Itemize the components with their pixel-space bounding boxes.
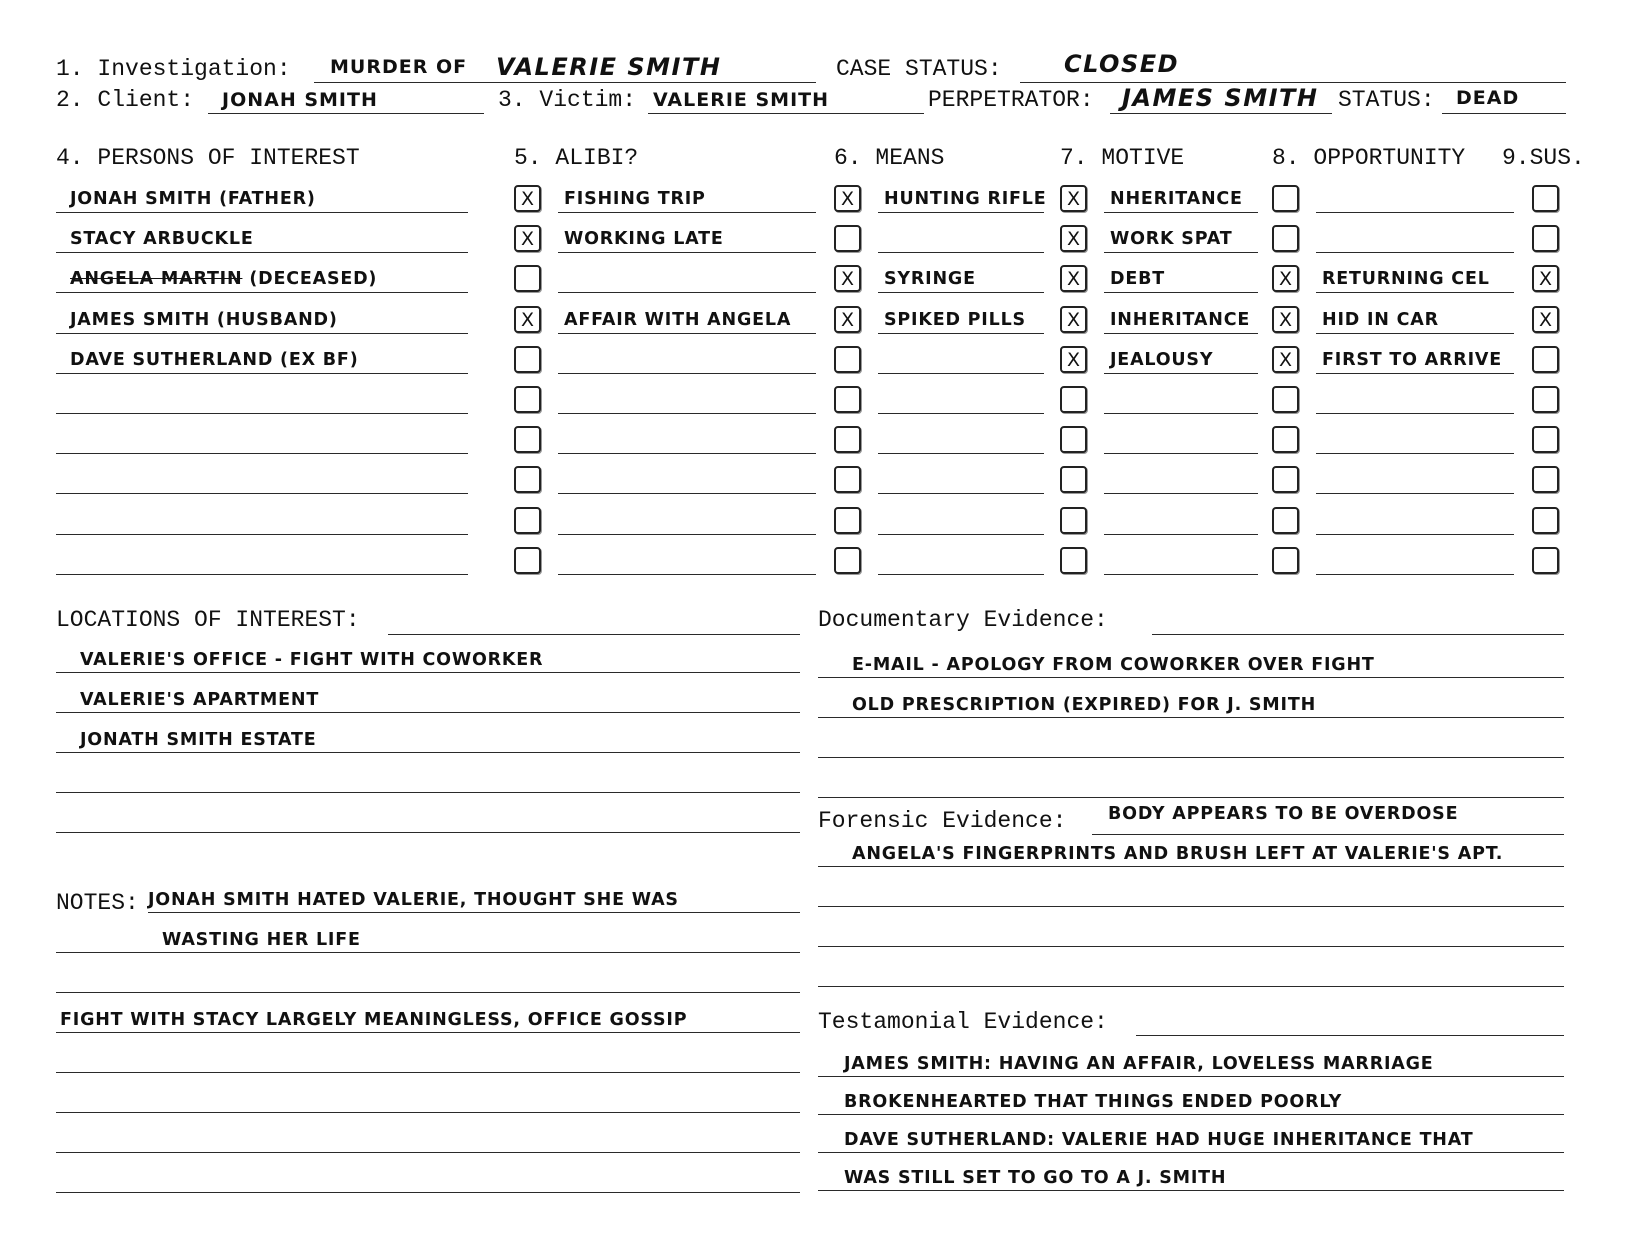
alibi-text[interactable]: WORKING LATE [564, 229, 724, 249]
documentary-line-underline [818, 757, 1564, 758]
alibi-underline [558, 493, 816, 494]
suspect-checkbox[interactable] [1532, 466, 1559, 493]
case-status-label: CASE STATUS: [836, 56, 1002, 82]
means-underline [878, 292, 1044, 293]
check-mark-icon: X [520, 228, 535, 250]
alibi-underline [558, 333, 816, 334]
notes-line-underline [56, 1032, 800, 1033]
location-line-underline [56, 712, 800, 713]
motive-underline [1104, 574, 1258, 575]
person-underline [56, 252, 468, 253]
testimonial-line-text[interactable]: WAS STILL SET TO GO TO A J. SMITH [844, 1168, 1227, 1188]
victim-value[interactable]: VALERIE SMITH [653, 89, 830, 111]
person-name-text: DAVE SUTHERLAND (EX BF) [70, 350, 359, 370]
alibi-checkbox[interactable] [514, 306, 541, 333]
notes-line-text[interactable]: WASTING HER LIFE [162, 930, 361, 950]
alibi-underline [558, 534, 816, 535]
means-underline [878, 493, 1044, 494]
perpetrator-underline [1110, 113, 1332, 114]
means-underline [878, 453, 1044, 454]
alibi-checkbox[interactable] [514, 225, 541, 252]
motive-checkbox[interactable] [1060, 386, 1087, 413]
check-mark-icon: X [1538, 268, 1553, 290]
check-mark-icon: X [1066, 188, 1081, 210]
opportunity-text[interactable]: HID IN CAR [1322, 310, 1439, 330]
alibi-checkbox[interactable] [514, 346, 541, 373]
motive-checkbox[interactable] [1060, 185, 1087, 212]
check-mark-icon: X [1278, 349, 1293, 371]
documentary-line-text[interactable]: OLD PRESCRIPTION (EXPIRED) FOR J. SMITH [852, 695, 1317, 715]
means-text[interactable]: HUNTING RIFLE [884, 189, 1047, 209]
forensic-inline-underline [1092, 834, 1564, 835]
means-underline [878, 252, 1044, 253]
means-checkbox[interactable] [834, 306, 861, 333]
client-value[interactable]: JONAH SMITH [222, 89, 378, 111]
person-underline [56, 574, 468, 575]
person-name[interactable] [70, 271, 377, 289]
motive-text[interactable]: WORK SPAT [1110, 229, 1233, 249]
check-mark-icon: X [520, 309, 535, 331]
person-underline [56, 413, 468, 414]
person-underline [56, 534, 468, 535]
opportunity-checkbox[interactable] [1272, 386, 1299, 413]
motive-checkbox[interactable] [1060, 507, 1087, 534]
col-header-persons: 4. PERSONS OF INTEREST [56, 145, 360, 171]
motive-text[interactable]: DEBT [1110, 269, 1165, 289]
documentary-label: Documentary Evidence: [818, 607, 1108, 633]
opportunity-underline [1316, 333, 1514, 334]
notes-line-underline [56, 952, 800, 953]
alibi-checkbox[interactable] [514, 547, 541, 574]
testimonial-line-underline [818, 1076, 1564, 1077]
person-underline [56, 212, 468, 213]
testimonial-label: Testamonial Evidence: [818, 1009, 1108, 1035]
motive-checkbox[interactable] [1060, 306, 1087, 333]
means-underline [878, 413, 1044, 414]
testimonial-line-underline [818, 1114, 1564, 1115]
notes-label: NOTES: [56, 890, 139, 916]
person-underline [56, 453, 468, 454]
motive-underline [1104, 212, 1258, 213]
opportunity-text[interactable]: RETURNING CEL [1322, 269, 1490, 289]
person-name-text: JONAH SMITH (FATHER) [70, 189, 316, 209]
check-mark-icon: X [1066, 228, 1081, 250]
means-checkbox[interactable] [834, 265, 861, 292]
check-mark-icon: X [840, 268, 855, 290]
documentary-line-text[interactable]: E-MAIL - APOLOGY FROM COWORKER OVER FIGHT [852, 655, 1375, 675]
opportunity-underline [1316, 574, 1514, 575]
alibi-underline [558, 212, 816, 213]
notes-line-underline [56, 1072, 800, 1073]
person-underline [56, 493, 468, 494]
col-header-opportunity: 8. OPPORTUNITY [1272, 145, 1466, 171]
person-name[interactable] [70, 231, 254, 249]
alibi-checkbox[interactable] [514, 507, 541, 534]
means-checkbox[interactable] [834, 225, 861, 252]
location-line-underline [56, 672, 800, 673]
means-checkbox[interactable] [834, 547, 861, 574]
person-underline [56, 373, 468, 374]
client-label: 2. Client: [56, 87, 195, 113]
opportunity-underline [1316, 292, 1514, 293]
alibi-checkbox[interactable] [514, 466, 541, 493]
col-header-means: 6. MEANS [834, 145, 945, 171]
motive-underline [1104, 534, 1258, 535]
opportunity-underline [1316, 212, 1514, 213]
motive-underline [1104, 252, 1258, 253]
check-mark-icon: X [1278, 309, 1293, 331]
documentary-line-underline [818, 717, 1564, 718]
motive-text[interactable]: INHERITANCE [1110, 310, 1251, 330]
alibi-underline [558, 373, 816, 374]
alibi-checkbox[interactable] [514, 386, 541, 413]
investigation-label: 1. Investigation: [56, 56, 291, 82]
notes-line-underline [56, 992, 800, 993]
person-name[interactable] [70, 191, 316, 209]
alibi-underline [558, 292, 816, 293]
status-label: STATUS: [1338, 87, 1435, 113]
opportunity-checkbox[interactable] [1272, 346, 1299, 373]
means-underline [878, 534, 1044, 535]
suspect-checkbox[interactable] [1532, 386, 1559, 413]
suspect-checkbox[interactable] [1532, 265, 1559, 292]
opportunity-checkbox[interactable] [1272, 185, 1299, 212]
opportunity-checkbox[interactable] [1272, 466, 1299, 493]
opportunity-checkbox[interactable] [1272, 265, 1299, 292]
location-line-underline [56, 832, 800, 833]
check-mark-icon: X [840, 309, 855, 331]
investigation-value-prefix[interactable]: MURDER OF [330, 56, 468, 78]
motive-checkbox[interactable] [1060, 466, 1087, 493]
means-underline [878, 373, 1044, 374]
notes-line-underline [56, 1112, 800, 1113]
suspect-checkbox[interactable] [1532, 225, 1559, 252]
check-mark-icon: X [1538, 309, 1553, 331]
locations-label-underline [388, 634, 800, 635]
forensic-label: Forensic Evidence: [818, 808, 1067, 834]
col-header-suspect: 9.SUS. [1502, 145, 1585, 171]
person-underline [56, 333, 468, 334]
forensic-line-underline [818, 986, 1564, 987]
means-checkbox[interactable] [834, 185, 861, 212]
notes-line-underline [56, 1192, 800, 1193]
check-mark-icon: X [1066, 268, 1081, 290]
check-mark-icon: X [1066, 349, 1081, 371]
testimonial-line-text[interactable]: DAVE SUTHERLAND: VALERIE HAD HUGE INHERITANCE THAT [844, 1130, 1474, 1150]
alibi-text[interactable]: FISHING TRIP [564, 189, 706, 209]
testimonial-line-underline [818, 1190, 1564, 1191]
motive-checkbox[interactable] [1060, 547, 1087, 574]
means-checkbox[interactable] [834, 346, 861, 373]
suspect-checkbox[interactable] [1532, 306, 1559, 333]
perpetrator-value[interactable]: JAMES SMITH [1122, 84, 1319, 112]
means-underline [878, 574, 1044, 575]
opportunity-checkbox[interactable] [1272, 507, 1299, 534]
motive-checkbox[interactable] [1060, 265, 1087, 292]
check-mark-icon: X [520, 188, 535, 210]
alibi-text[interactable]: AFFAIR WITH ANGELA [564, 310, 792, 330]
opportunity-underline [1316, 373, 1514, 374]
locations-label: LOCATIONS OF INTEREST: [56, 607, 360, 633]
perpetrator-label: PERPETRATOR: [928, 87, 1094, 113]
testimonial-label-underline [1136, 1035, 1564, 1036]
location-line-underline [56, 752, 800, 753]
alibi-underline [558, 574, 816, 575]
means-checkbox[interactable] [834, 507, 861, 534]
client-underline [208, 113, 484, 114]
person-name-struck: ANGELA MARTIN [70, 269, 243, 289]
notes-line-underline [148, 912, 800, 913]
motive-underline [1104, 333, 1258, 334]
check-mark-icon: X [1278, 268, 1293, 290]
opportunity-text[interactable]: FIRST TO ARRIVE [1322, 350, 1502, 370]
motive-checkbox[interactable] [1060, 225, 1087, 252]
opportunity-checkbox[interactable] [1272, 225, 1299, 252]
suspect-checkbox[interactable] [1532, 346, 1559, 373]
testimonial-line-text[interactable]: JAMES SMITH: HAVING AN AFFAIR, LOVELESS MARRIAGE [844, 1054, 1434, 1074]
motive-underline [1104, 493, 1258, 494]
means-text[interactable]: SPIKED PILLS [884, 310, 1026, 330]
case-status-value[interactable]: CLOSED [1064, 50, 1180, 78]
location-line-text[interactable]: JONATH SMITH ESTATE [80, 730, 317, 750]
victim-label: 3. Victim: [498, 87, 637, 113]
opportunity-underline [1316, 534, 1514, 535]
forensic-line-text[interactable]: ANGELA'S FINGERPRINTS AND BRUSH LEFT AT VALERIE'S APT. [852, 844, 1504, 864]
person-underline [56, 292, 468, 293]
notes-line-text[interactable]: FIGHT WITH STACY LARGELY MEANINGLESS, OFFICE GOSSIP [60, 1010, 688, 1030]
opportunity-underline [1316, 413, 1514, 414]
documentary-label-underline [1152, 634, 1564, 635]
motive-underline [1104, 413, 1258, 414]
victim-underline [648, 113, 924, 114]
col-header-motive: 7. MOTIVE [1060, 145, 1185, 171]
means-text[interactable]: SYRINGE [884, 269, 976, 289]
alibi-checkbox[interactable] [514, 426, 541, 453]
motive-checkbox[interactable] [1060, 346, 1087, 373]
opportunity-underline [1316, 493, 1514, 494]
means-underline [878, 212, 1044, 213]
suspect-checkbox[interactable] [1532, 507, 1559, 534]
motive-checkbox[interactable] [1060, 426, 1087, 453]
means-checkbox[interactable] [834, 466, 861, 493]
alibi-underline [558, 413, 816, 414]
notes-line-text[interactable]: JONAH SMITH HATED VALERIE, THOUGHT SHE WAS [148, 890, 679, 910]
opportunity-underline [1316, 453, 1514, 454]
motive-underline [1104, 453, 1258, 454]
motive-underline [1104, 373, 1258, 374]
person-name-text: (DECEASED) [242, 269, 378, 289]
location-line-text[interactable]: VALERIE'S APARTMENT [80, 690, 320, 710]
motive-underline [1104, 292, 1258, 293]
suspect-checkbox[interactable] [1532, 185, 1559, 212]
means-checkbox[interactable] [834, 386, 861, 413]
check-mark-icon: X [1066, 309, 1081, 331]
person-name[interactable] [70, 352, 359, 370]
investigation-underline [314, 82, 816, 83]
location-line-underline [56, 792, 800, 793]
motive-text[interactable]: NHERITANCE [1110, 189, 1243, 209]
status-value[interactable]: DEAD [1456, 87, 1520, 109]
forensic-line-underline [818, 906, 1564, 907]
suspect-checkbox[interactable] [1532, 547, 1559, 574]
documentary-line-underline [818, 677, 1564, 678]
testimonial-line-underline [818, 1152, 1564, 1153]
location-line-text[interactable]: VALERIE'S OFFICE - FIGHT WITH COWORKER [80, 650, 544, 670]
notes-line-underline [56, 1152, 800, 1153]
means-checkbox[interactable] [834, 426, 861, 453]
means-underline [878, 333, 1044, 334]
check-mark-icon: X [840, 188, 855, 210]
person-name-text: JAMES SMITH (HUSBAND) [70, 310, 338, 330]
motive-text[interactable]: JEALOUSY [1110, 350, 1214, 370]
status-underline [1442, 113, 1566, 114]
alibi-underline [558, 252, 816, 253]
col-header-alibi: 5. ALIBI? [514, 145, 639, 171]
person-name[interactable] [70, 312, 338, 330]
person-name-text: STACY ARBUCKLE [70, 229, 254, 249]
investigation-value-name[interactable]: VALERIE SMITH [496, 53, 722, 81]
opportunity-checkbox[interactable] [1272, 547, 1299, 574]
documentary-line-underline [818, 797, 1564, 798]
testimonial-line-text[interactable]: BROKENHEARTED THAT THINGS ENDED POORLY [844, 1092, 1343, 1112]
case-status-underline [1020, 82, 1566, 83]
forensic-inline-value[interactable]: BODY APPEARS TO BE OVERDOSE [1108, 804, 1459, 824]
forensic-line-underline [818, 866, 1564, 867]
opportunity-checkbox[interactable] [1272, 306, 1299, 333]
alibi-underline [558, 453, 816, 454]
alibi-checkbox[interactable] [514, 185, 541, 212]
alibi-checkbox[interactable] [514, 265, 541, 292]
opportunity-checkbox[interactable] [1272, 426, 1299, 453]
forensic-line-underline [818, 946, 1564, 947]
suspect-checkbox[interactable] [1532, 426, 1559, 453]
opportunity-underline [1316, 252, 1514, 253]
